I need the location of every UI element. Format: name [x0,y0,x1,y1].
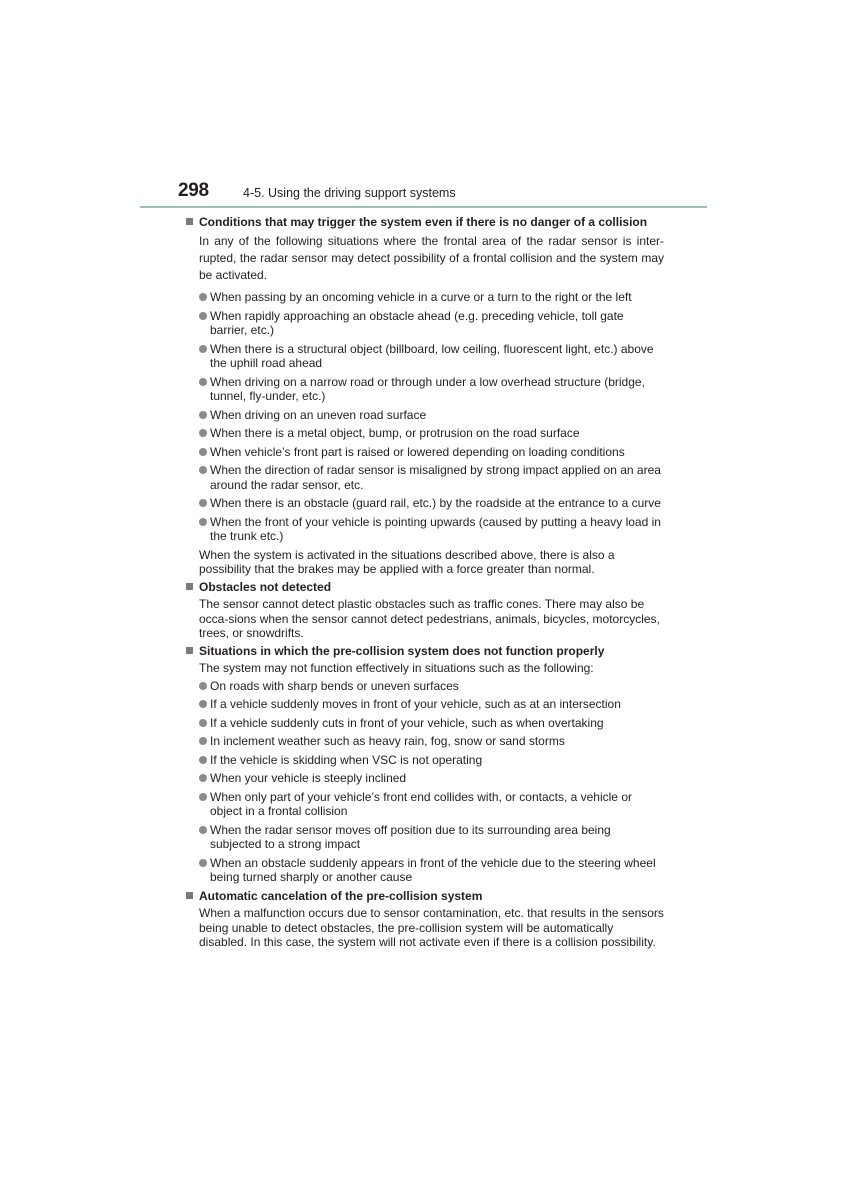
circle-bullet-icon [199,499,207,507]
heading-text: Automatic cancelation of the pre-collision system [199,888,483,903]
section-outro: When the system is activated in the situations described above, there is also a possibility that the brakes may be applied with a force greater than normal. [199,547,615,577]
circle-bullet-icon [199,737,207,745]
section-intro: The system may not function effectively in situations such as the following: [199,661,594,676]
list-item: On roads with sharp bends or uneven surfaces [199,679,664,694]
section-title: 4-5. Using the driving support systems [243,186,456,200]
circle-bullet-icon [199,774,207,782]
section-text: The sensor cannot detect plastic obstacles such as traffic cones. There may also be occa-sions when the sensor cannot detect pedestrians, animals, bicycles, motorcycles, trees, or snowdrifts. [199,597,660,641]
section-intro: In any of the following situations where the frontal area of the radar sensor is inter-rupted, the radar sensor may detect possibility of a frontal collision and the system may be activated. [199,233,664,283]
circle-bullet-icon [199,312,207,320]
circle-bullet-icon [199,518,207,526]
circle-bullet-icon [199,793,207,801]
header-divider [140,206,707,208]
list-item: If a vehicle suddenly moves in front of your vehicle, such as at an intersection [199,697,664,712]
list-item: When there is an obstacle (guard rail, etc.) by the roadside at the entrance to a curve [199,496,664,511]
bullet-list [186,679,664,885]
square-bullet-icon [186,218,193,225]
circle-bullet-icon [199,448,207,456]
list-item: When the front of your vehicle is pointing upwards (caused by putting a heavy load in the trunk etc.) [199,515,664,544]
page-header [140,176,707,208]
section-text: When a malfunction occurs due to sensor contamination, etc. that results in the sensors being unable to detect obstacles, the pre-collision system will be automatically disabled. In this case, the system will not activate even if there is a collision possibility. [199,906,664,950]
list-item: When the direction of radar sensor is misaligned by strong impact applied on an area around the radar sensor, etc. [199,463,664,492]
square-bullet-icon [186,892,193,899]
list-item: When vehicle’s front part is raised or lowered depending on loading conditions [199,445,664,460]
circle-bullet-icon [199,466,207,474]
list-item: When driving on a narrow road or through under a low overhead structure (bridge, tunnel, fly-under, etc.) [199,375,664,404]
circle-bullet-icon [199,293,207,301]
section-heading-cancelation [186,889,664,904]
circle-bullet-icon [199,345,207,353]
circle-bullet-icon [199,756,207,764]
circle-bullet-icon [199,700,207,708]
circle-bullet-icon [199,429,207,437]
list-item: When passing by an oncoming vehicle in a curve or a turn to the right or the left [199,290,664,305]
list-item: When there is a structural object (billboard, low ceiling, fluorescent light, etc.) above the uphill road ahead [199,342,664,371]
bullet-list [186,290,664,544]
circle-bullet-icon [199,719,207,727]
list-item: In inclement weather such as heavy rain, fog, snow or sand storms [199,734,664,749]
page-number: 298 [178,180,209,201]
list-item: When there is a metal object, bump, or protrusion on the road surface [199,426,664,441]
circle-bullet-icon [199,859,207,867]
page-content [186,215,664,953]
list-item: If a vehicle suddenly cuts in front of your vehicle, such as when overtaking [199,716,664,731]
circle-bullet-icon [199,411,207,419]
square-bullet-icon [186,647,193,654]
circle-bullet-icon [199,378,207,386]
section-heading-situations [186,644,664,659]
heading-text: Conditions that may trigger the system even if there is no danger of a collision [199,215,648,229]
section-heading-obstacles [186,580,664,595]
circle-bullet-icon [199,826,207,834]
list-item: When driving on an uneven road surface [199,408,664,423]
list-item: When your vehicle is steeply inclined [199,771,664,786]
list-item: When only part of your vehicle’s front end collides with, or contacts, a vehicle or object in a frontal collision [199,790,664,819]
section-heading-conditions [186,215,664,230]
list-item: When an obstacle suddenly appears in front of the vehicle due to the steering wheel being turned sharply or another cause [199,856,664,885]
heading-text: Obstacles not detected [199,579,332,594]
list-item: When rapidly approaching an obstacle ahead (e.g. preceding vehicle, toll gate barrier, etc.) [199,309,664,338]
heading-text: Situations in which the pre-collision system does not function properly [199,643,605,658]
list-item: If the vehicle is skidding when VSC is not operating [199,753,664,768]
circle-bullet-icon [199,682,207,690]
list-item: When the radar sensor moves off position due to its surrounding area being subjected to a strong impact [199,823,664,852]
square-bullet-icon [186,583,193,590]
